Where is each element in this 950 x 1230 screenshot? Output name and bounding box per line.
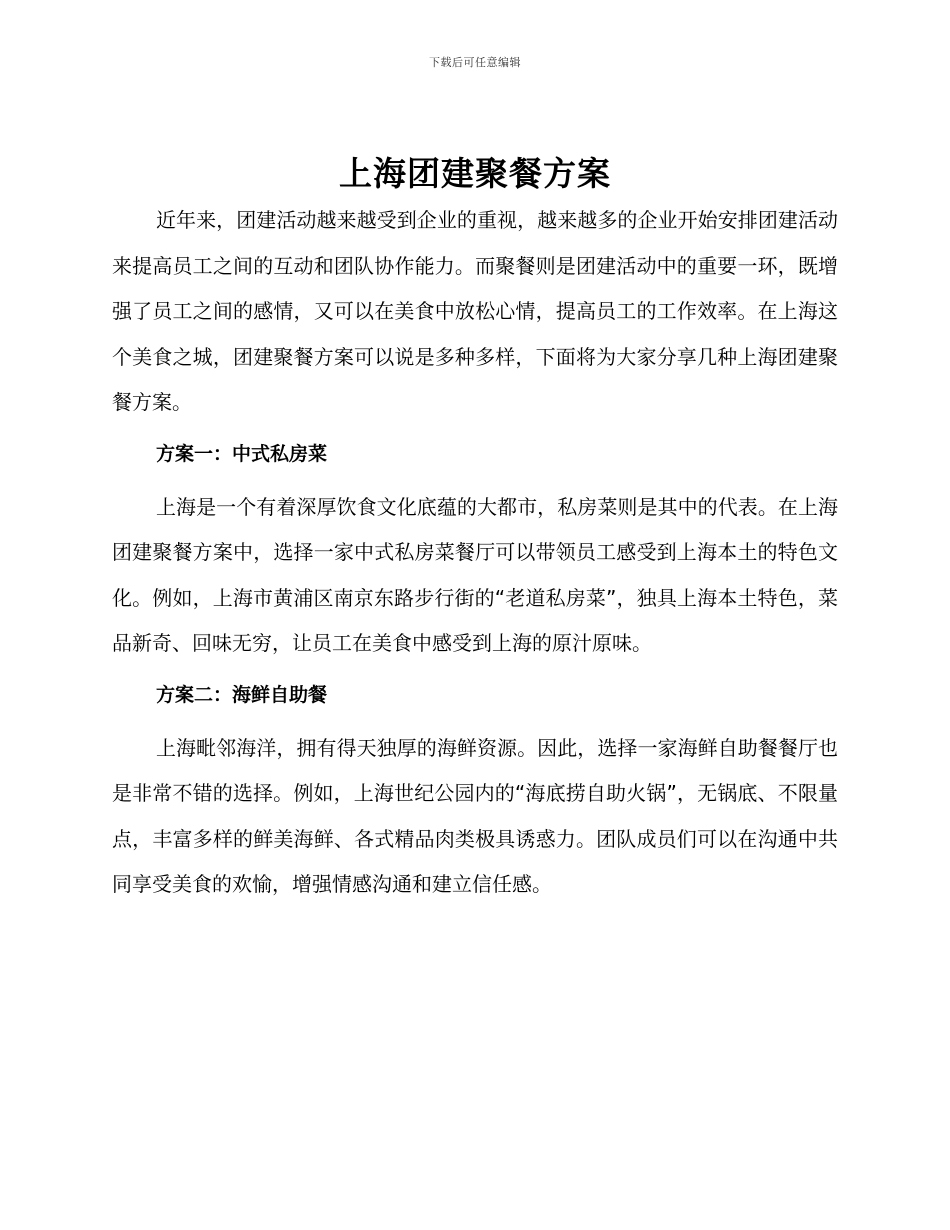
- intro-paragraph: 近年来，团建活动越来越受到企业的重视，越来越多的企业开始安排团建活动来提高员工之间的互动和团队协作能力。而聚餐则是团建活动中的重要一环，既增强了员工之间的感情，又可以在美食中放松心情，提高员工的工作效率。在上海这个美食之城，团建聚餐方案可以说是多种多样，下面将为大家分享几种上海团建聚餐方案。: [112, 208, 838, 414]
- section-paragraph-option-1: 上海是一个有着深厚饮食文化底蕴的大都市，私房菜则是其中的代表。在上海团建聚餐方案中，选择一家中式私房菜餐厅可以带领员工感受到上海本土的特色文化。例如，上海市黄浦区南京东路步行街的“老道私房菜”，独具上海本土特色，菜品新奇、回味无穷，让员工在美食中感受到上海的原汁原味。: [112, 494, 838, 655]
- document-title: 上海团建聚餐方案: [339, 154, 611, 193]
- header-note: 下载后可任意编辑: [429, 56, 521, 69]
- section-paragraph-option-2: 上海毗邻海洋，拥有得天独厚的海鲜资源。因此，选择一家海鲜自助餐餐厅也是非常不错的选择。例如，上海世纪公园内的“海底捞自助火锅”，无锅底、不限量点，丰富多样的鲜美海鲜、各式精品肉类极具诱惑力。团队成员们可以在沟通中共同享受美食的欢愉，增强情感沟通和建立信任感。: [112, 735, 838, 896]
- section-heading-option-2: 方案二：海鲜自助餐: [156, 683, 328, 706]
- document-body: [112, 198, 838, 908]
- section-heading-option-1: 方案一：中式私房菜: [156, 442, 328, 465]
